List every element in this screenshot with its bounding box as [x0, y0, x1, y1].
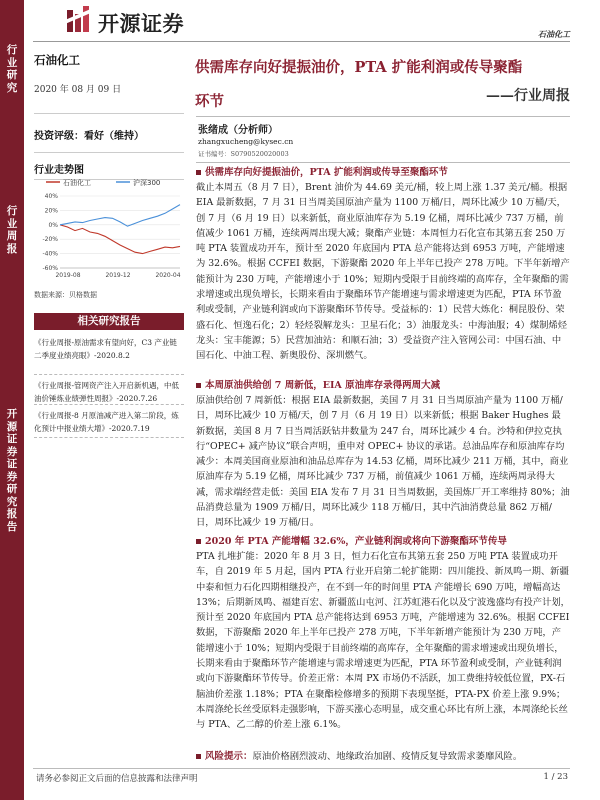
investment-rating — [34, 127, 184, 142]
series-line — [60, 205, 180, 227]
divider — [34, 437, 184, 438]
divider — [34, 113, 184, 114]
report-title-line2: 环节 — [195, 93, 224, 110]
sidebar-bottom-label: 开源证券 证券研究报告 — [6, 408, 18, 533]
author-cert: 证书编号：S0790520020003 — [198, 150, 289, 158]
legend-label: 沪深300 — [133, 179, 161, 187]
y-tick-label: -20% — [42, 236, 58, 244]
risk-warning — [196, 749, 572, 764]
legend-label: 石油化工 — [63, 179, 91, 187]
y-tick-label: 40% — [44, 193, 58, 200]
related-research-header: 相关研究报告 — [34, 313, 184, 330]
divider — [196, 116, 570, 117]
y-tick-label: 20% — [44, 207, 58, 215]
y-tick-label: -60% — [42, 265, 58, 272]
divider — [34, 152, 184, 153]
sidebar-mid-label: 行业周报 — [6, 205, 18, 255]
sector-name: 石油化工 — [34, 53, 80, 67]
report-date: 2020 年 08 月 09 日 — [34, 85, 122, 95]
chart-data-source: 数据来源：贝格数据 — [34, 291, 97, 299]
divider — [196, 162, 570, 163]
bullet-square-icon — [196, 383, 201, 388]
section-body-3: PTA 扎堆扩能：2020 年 8 月 3 日，恒力石化宣布其第五套 250 万吨 PTA 装置成功开车，自 2019 年 5 月起，国内 PTA 行业开启第二轮扩能期：四川能投、新凤鸣一期、新疆中泰和恒力石化四期相继投产，在不到一年的时间里 PTA 产能增长 690 万吨，增幅高达 13%；后期新凤鸣、福建百宏、新疆蓝山屯河、江苏虹港石化以及宁波逸盛均有投产计划，预计至 2020 年底国内 PTA 总产能将达到 6953 万吨，产能增速为 32.6%。根据 CCFEI 数据，下游聚酯 2020 年上半年已投产 278 万吨，下半年新增产能预计为 230 万吨，产能增速小于 10%；短期内受限于目前终端的高库存，全年聚酯的需求增速或出现负增长，长期来看由于聚酯环节产能增速与需求增速更为匹配，PTA 环节盈利或受制，产业链利润或向下游聚酯环节传导。价差正常：本周 PX 市场仍不活跃，加工费维持较低位置，PX-石脑油价差涨 1.18%；PTA 在聚酯检修增多的预期下表现坚挺，PTA-PX 价差上涨 9.9%；本周涤纶长丝受原料走强影响，下游买涨心态明显，成交重心环比有所上涨，本周涤纶长丝与 PTA、乙二醇的价差上涨 6.1%。 — [196, 551, 570, 731]
risk-heading: 风险提示： — [205, 751, 253, 762]
divider — [34, 404, 184, 405]
x-tick-label: 2020-04 — [155, 272, 181, 279]
page-number: 1 / 23 — [543, 772, 568, 782]
section-body-1: 截止本周五（8 月 7 日），Brent 油价为 44.69 美元/桶，较上周上涨 1.37 美元/桶。根据 EIA 最新数据，7 月 31 日当周美国原油产量为 1100 万桶/日，周环比减少 10 万桶/天，创 7 月（6 月 19 日）以来新低，商业原油库存为 5.19 亿桶，周环比减少 737 万桶，前值减少 1061 万桶，连续两周出现大减；聚酯产业链：本周恒力石化宣布其第五套 250 万吨 PTA 装置成功开车，预计至 2020 年底国内 PTA 总产能将达到 6953 万吨，产能增速为 32.6%。根据 CCFEI 数据，下游聚酯 2020 年上半年已投产 278 万吨。下半年新增产能预计为 230 万吨，产能增速小于 10%；短期内受限于目前终端的高库存，全年聚酯的需求增速或出现负增长，长期来看由于聚酯环节产能增速与需求增速更为匹配，PTA 环节盈利或受制，产业链利润或向下游聚酯环节传导。受益标的：1）民营大炼化：桐昆股份、荣盛石化、恒逸石化；2）轻烃裂解龙头：卫星石化；3）油服龙头：中海油服；4）煤制烯烃龙头：宝丰能源；5）民营加油站：和顺石油；3）受益资产注入管网公司：中国石油、中国石化、中油工程、新奥股份、深圳燃气。 — [196, 182, 570, 362]
brand-mark-icon — [65, 6, 95, 34]
sidebar-top-label: 行业研究 — [6, 44, 18, 94]
x-tick-label: 2019-12 — [105, 272, 131, 279]
report-title-line1: 供需库存向好提振油价，PTA 扩能利润或传导聚酯 — [195, 59, 523, 76]
rating-label: 投资评级： — [34, 131, 84, 142]
related-report-3[interactable]: 《行业周报-8 月原油减产进入第二阶段，炼化预计中报业绩大增》-2020.7.19 — [34, 411, 179, 433]
chart-title: 行业走势图 — [34, 165, 84, 176]
brand-name: 开源证券 — [98, 12, 184, 36]
related-report-1[interactable]: 《行业周报-原油需求有望向好，C3 产业链二季度业绩亮眼》-2020.8.2 — [34, 338, 177, 360]
bullet-square-icon — [196, 754, 201, 759]
author-email[interactable]: zhangxucheng@kysec.cn — [198, 137, 294, 146]
section-heading-3: 2020 年 PTA 产能增幅 32.6%，产业链利润或将向下游聚酯环节传导 — [196, 534, 572, 549]
y-tick-label: 0% — [48, 221, 58, 229]
footer-divider — [33, 768, 570, 769]
section-heading-2: 本周原油供给创 7 周新低，EIA 原油库存录得两周大减 — [196, 378, 572, 393]
bullet-square-icon — [196, 170, 201, 175]
report-subtitle: ——行业周报 — [486, 88, 570, 104]
divider — [34, 374, 184, 375]
section-body-2: 原油供给创 7 周新低：根据 EIA 最新数据，美国 7 月 31 日当周原油产量为 1100 万桶/日，周环比减少 10 万桶/天，创 7 月（6 月 19 日）以来新低；根据 Baker Hughes 最新数据，美国 8 月 7 日当周活跃钻井数量为 247 台，周环比减少 4 台。沙特和伊拉克执行“OPEC+ 减产协议”联合声明，重申对 OPEC+ 协议的承诺。总油品库存和原油库存均减少：本周美国商业原油和油品总库存为 14.53 亿桶，周环比减少 211 万桶，其中，商业原油库存为 5.19 亿桶，周环比减少 737 万桶，前值减少 1061 万桶，连续两周录得大减，需求端经营走低：美国 EIA 发布 7 月 31 日当周数据，美国炼厂开工率维持 80%；油品消费总量为 1909 万桶/日，周环比减少 118 万桶/日，其中汽油消费总量 862 万桶/日，周环比减少 19 万桶/日。 — [196, 395, 570, 529]
footer-disclaimer: 请务必参阅正文后面的信息披露和法律声明 — [36, 774, 198, 784]
bullet-square-icon — [196, 539, 201, 544]
header-divider — [33, 41, 570, 42]
x-tick-label: 2019-08 — [55, 272, 81, 279]
y-tick-label: -40% — [42, 250, 58, 258]
section-heading-1: 供需库存向好提振油价，PTA 扩能利润或传导至聚酯环节 — [196, 165, 572, 180]
sidebar — [0, 0, 24, 800]
left-column — [34, 52, 184, 180]
author-name: 张绪成（分析师） — [198, 125, 278, 136]
related-report-2[interactable]: 《行业周报-管网资产注入开启新机遇，中低油价锤炼业绩弹性周报》-2020.7.26 — [34, 381, 180, 403]
industry-trend-chart — [34, 176, 184, 286]
rating-value: 看好（维持） — [84, 131, 144, 142]
risk-text: 原油价格剧烈波动、地缘政治加剧、疫情反复导致需求萎靡风险。 — [252, 751, 523, 762]
report-type: 石油化工 — [538, 29, 570, 39]
